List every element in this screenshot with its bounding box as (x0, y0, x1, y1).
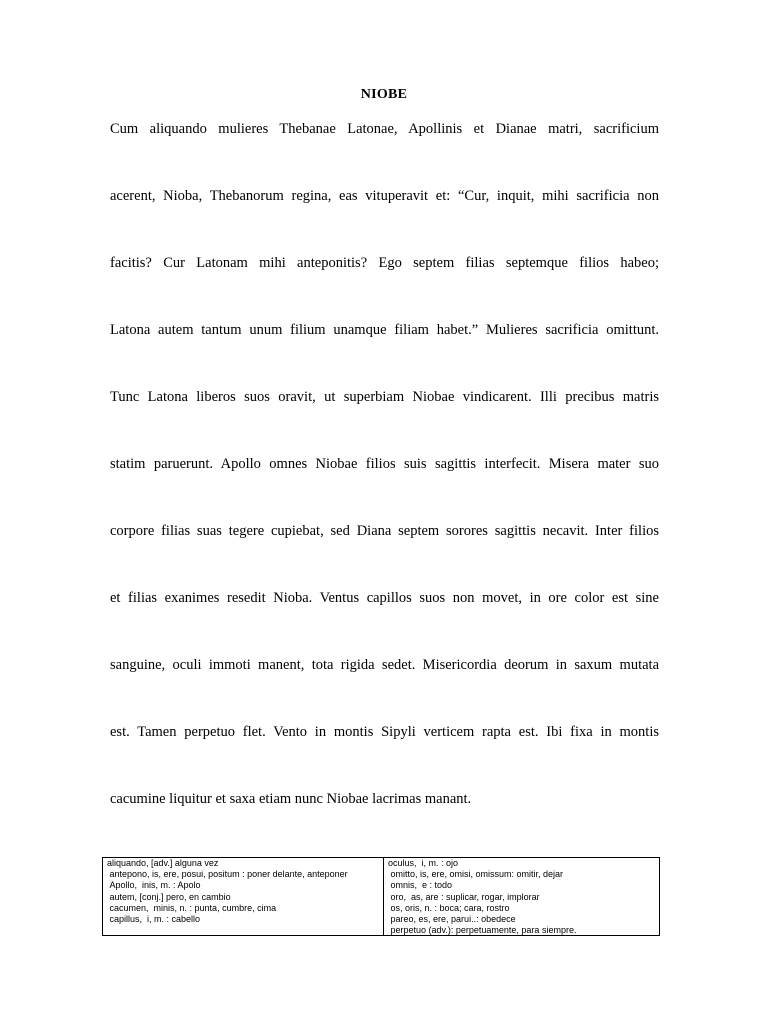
text-line: Cum aliquando mulieres Thebanae Latonae, Apollinis et Dianae matri, sacrificium (110, 121, 659, 137)
document-body (110, 118, 659, 855)
vocabulary-entry: aliquando, [adv.] alguna vez (107, 858, 219, 868)
vocabulary-entry: os, oris, n. : boca; cara, rostro (388, 902, 510, 913)
vocabulary-entry: oculus, i, m. : ojo (388, 858, 459, 868)
vocabulary-entry: pareo, es, ere, parui..: obedece (388, 914, 516, 925)
vocabulary-entry: antepono, is, ere, posui, positum : poner delante, anteponer (107, 869, 348, 880)
vocabulary-entry: Apollo, inis, m. : Apolo (107, 880, 201, 891)
text-line: statim paruerunt. Apollo omnes Niobae filios suis sagittis interfecit. Misera mater suo (110, 456, 659, 472)
vocabulary-entry: omnis, e : todo (388, 880, 453, 891)
vocabulary-entry: cacumen, minis, n. : punta, cumbre, cima (107, 902, 277, 913)
text-line: cacumine liquitur et saxa etiam nunc Niobae lacrimas manant. (110, 791, 472, 807)
text-line: facitis? Cur Latonam mihi anteponitis? Ego septem filias septemque filios habeo; (110, 255, 659, 271)
text-line: sanguine, oculi immoti manent, tota rigida sedet. Misericordia deorum in saxum mutata (110, 657, 659, 673)
document-title: NIOBE (360, 87, 408, 102)
vocabulary-column-right (384, 858, 659, 935)
vocabulary-entry: omitto, is, ere, omisi, omissum: omitir, dejar (388, 869, 564, 880)
vocabulary-entry: oro, as, are : suplicar, rogar, implorar (388, 891, 540, 902)
text-line: est. Tamen perpetuo flet. Vento in montis Sipyli verticem rapta est. Ibi fixa in montis (110, 724, 659, 740)
text-line: acerent, Nioba, Thebanorum regina, eas vituperavit et: “Cur, inquit, mihi sacrificia non (110, 188, 659, 204)
vocabulary-column-left (103, 858, 384, 935)
vocabulary-entry: autem, [conj.] pero, en cambio (107, 891, 231, 902)
vocabulary-entry: perpetuo (adv.): perpetuamente, para siempre. (388, 925, 577, 935)
text-line: corpore filias suas tegere cupiebat, sed Diana septem sorores sagittis necavit. Inter filios (110, 523, 659, 539)
text-line: Latona autem tantum unum filium unamque filiam habet.” Mulieres sacrificia omittunt. (110, 322, 659, 338)
vocabulary-entry: capillus, i, m. : cabello (107, 914, 201, 925)
text-line: Tunc Latona liberos suos oravit, ut superbiam Niobae vindicarent. Illi precibus matris (110, 389, 659, 405)
text-line: et filias exanimes resedit Nioba. Ventus capillos suos non movet, in ore color est sine (110, 590, 659, 606)
vocabulary-table (102, 857, 660, 936)
